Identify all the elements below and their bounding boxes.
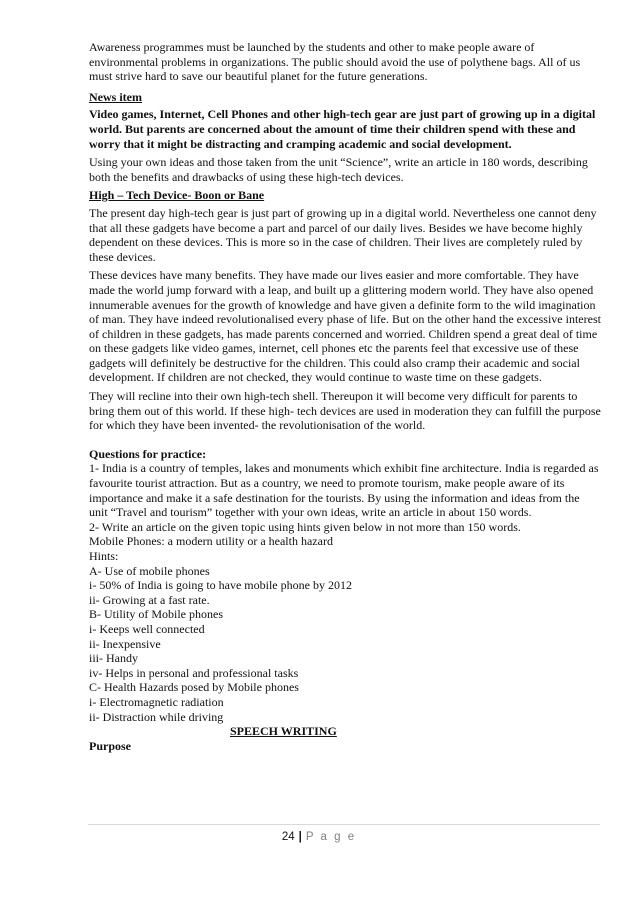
- hints-label: Hints:: [89, 549, 119, 563]
- hint-item: ii- Growing at a fast rate.: [89, 592, 210, 607]
- hint-item: ii- Inexpensive: [89, 636, 161, 651]
- footer-divider: [88, 824, 600, 825]
- hint-item: C- Health Hazards posed by Mobile phones: [89, 680, 299, 695]
- news-item-heading: News item: [89, 89, 142, 104]
- article-paragraph-3: They will recline into their own high-tech shell. Thereupon it will become very difficult for parents to bring them out of this world. If these high- tech devices are used in moderation they can fulfill the purpose for which they have been invented- the revolutionisation of the world.: [89, 389, 601, 433]
- purpose-heading: Purpose: [89, 738, 131, 753]
- footer-separator: |: [298, 831, 302, 843]
- news-item-prompt: Video games, Internet, Cell Phones and other high-tech gear are just part of growing up in a digital world. But parents are concerned about the amount of time their children spend with these and worry that it might be distracting and cramping academic and social development.: [89, 107, 596, 151]
- speech-writing-heading: SPEECH WRITING: [230, 724, 337, 739]
- article-title: High – Tech Device- Boon or Bane: [89, 188, 265, 203]
- practice-question-2: 2- Write an article on the given topic using hints given below in not more than 150 words.: [89, 519, 521, 534]
- intro-paragraph: Awareness programmes must be launched by the students and other to make people aware of environmental problems in organizations. The public should avoid the use of polythene bags. All of us must strive hard to save our beautiful planet for the future generations.: [89, 40, 581, 84]
- article-paragraph-1: The present day high-tech gear is just part of growing up in a digital world. Nevertheless one cannot deny that all these gadgets have become a part and parcel of our daily lives. Besides we have become highly dependent on these devices. This is more so in the case of children. Their lives are completely ruled by these devices.: [89, 205, 597, 264]
- hints-list: [89, 564, 601, 725]
- hint-item: iv- Helps in personal and professional tasks: [89, 665, 299, 680]
- hint-item: i- 50% of India is going to have mobile phone by 2012: [89, 578, 352, 593]
- page-footer: [0, 830, 638, 845]
- news-item-instruction: Using your own ideas and those taken from the unit “Science”, write an article in 180 words, describing both the benefits and drawbacks of using these high-tech devices.: [89, 155, 588, 184]
- practice-topic: Mobile Phones: a modern utility or a health hazard: [89, 534, 333, 549]
- hint-item: i- Keeps well connected: [89, 621, 205, 636]
- page-label: P a g e: [305, 831, 357, 843]
- practice-question-1: 1- India is a country of temples, lakes and monuments which exhibit fine architecture. India is regarded as favourite tourist attraction. But as a country, we need to promote tourism, make people aware of its importance and make it a safe destination for the tourists. By using the information and ideas from the unit “Travel and tourism” together with your own ideas, write an article in about 150 words.: [89, 461, 599, 520]
- hint-item: i- Electromagnetic radiation: [89, 694, 224, 709]
- hint-item: ii- Distraction while driving: [89, 709, 224, 724]
- practice-title: Questions for practice:: [89, 446, 207, 461]
- page-content: [89, 40, 601, 753]
- hint-item: B- Utility of Mobile phones: [89, 607, 223, 622]
- article-paragraph-2: These devices have many benefits. They have made our lives easier and more comfortable. They have made the world jump forward with a leap, and built up a glittering modern world. They have also opened innumerable avenues for the growth of knowledge and have given a definite form to the wild imagination of man. They have indeed revolutionalised every phase of life. But on the other hand the excessive interest of children in these gadgets, has made parents concerned and worried. Children spend a great deal of time on these gadgets like video games, internet, cell phones etc the parents feel that excessive use of these gadgets will definitely be destructive for the children. This could also cramp their academic and social development. If children are not checked, they would continue to waste time on these gadgets.: [89, 268, 601, 385]
- hint-item: A- Use of mobile phones: [89, 563, 210, 578]
- hint-item: iii- Handy: [89, 651, 138, 666]
- page-number: 24: [281, 831, 295, 843]
